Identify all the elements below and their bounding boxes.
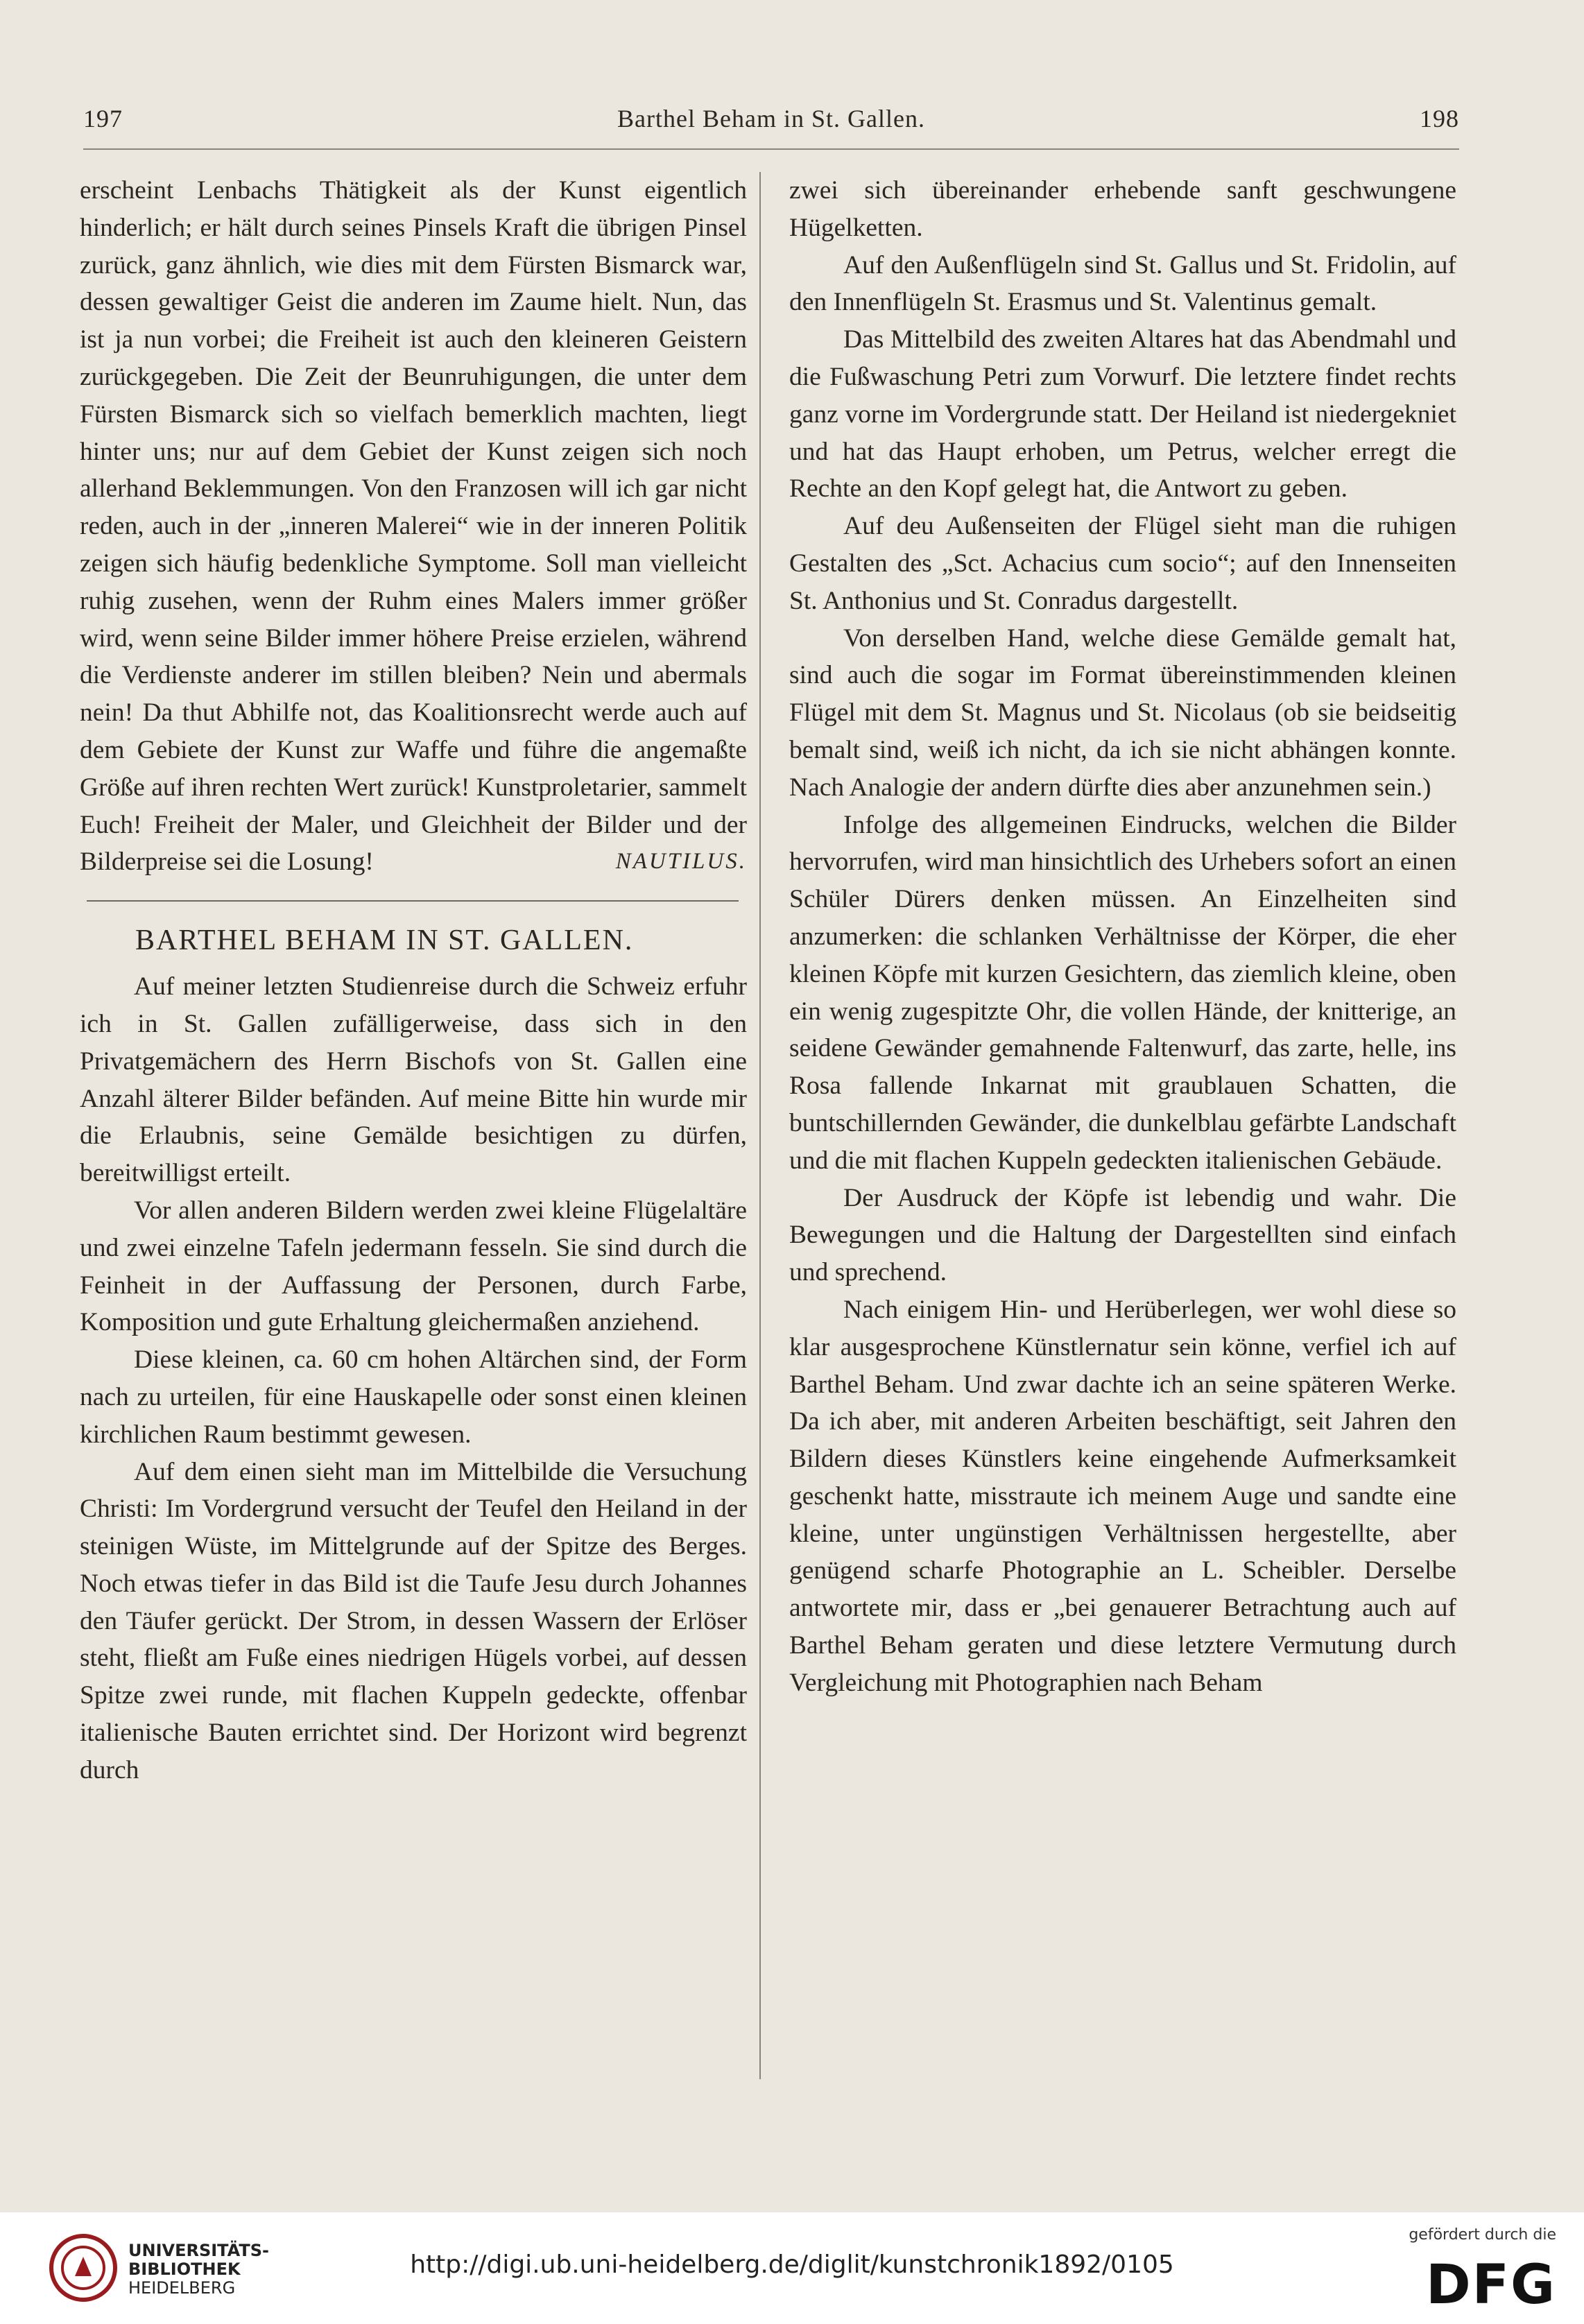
page-number-left: 197 <box>83 105 123 132</box>
permalink-url[interactable]: http://digi.ub.uni-heidelberg.de/diglit/kunstchronik1892/0105 <box>410 2250 1174 2279</box>
dfg-logo: DFG <box>1425 2254 1556 2316</box>
funding-note: gefördert durch die <box>1409 2226 1556 2244</box>
right-paragraph-6: Infolge des allgemeinen Eindrucks, welchen die Bilder hervorrufen, wird man hinsichtlich des Urhebers sofort an einen Schüler Dürers denken müssen. An Einzelheiten sind anzumerken: die schlanken Verhältnisse der Körper, die eher kleinen Köpfe mit kurzen Gesichtern, das ziemlich kleine, oben ein wenig zugespitzte Ohr, die vollen Hände, der knitterige, an seidene Gewänder gemahnende Faltenwurf, das zarte, helle, ins Rosa fallende Inkarnat mit graublauen Schatten, die buntschillernden Gewänder, die dunkelblau gefärbte Landschaft und die mit flachen Kuppeln gedeckten italienischen Gebäude. <box>789 810 1456 1175</box>
column-rule <box>759 172 761 2079</box>
library-line-2: BIBLIOTHEK <box>128 2260 241 2279</box>
left-paragraph-4: Diese kleinen, ca. 60 cm hohen Altärchen sind, der Form nach zu urteilen, für eine Hauskapelle oder sonst einen kleinen kirchlichen Raum bestimmt gewesen. <box>80 1345 747 1449</box>
section-rule <box>87 900 739 902</box>
right-paragraph-5: Von derselben Hand, welche diese Gemälde gemalt hat, sind auch die sogar im Format übereinstimmenden kleinen Flügel mit dem St. Magnus und St. Nicolaus (ob sie beidseitig bemalt sind, weiß ich nicht, da ich sie nicht abhängen konnte. Nach Analogie der andern dürfte dies aber anzunehmen sein.) <box>789 623 1456 802</box>
right-paragraph-7: Der Ausdruck der Köpfe ist lebendig und wahr. Die Bewegungen und die Haltung der Dargestellten sind einfach und sprechend. <box>789 1183 1456 1287</box>
section-title: BARTHEL BEHAM IN ST. GALLEN. <box>135 924 634 957</box>
left-column <box>80 172 747 1789</box>
right-paragraph-2: Auf den Außenflügeln sind St. Gallus und St. Fridolin, auf den Innenflügeln St. Erasmus und St. Valentinus gemalt. <box>789 250 1456 317</box>
library-line-1: UNIVERSITÄTS- <box>128 2241 270 2260</box>
header-rule <box>83 148 1459 150</box>
left-paragraph-5: Auf dem einen sieht man im Mittelbilde die Versuchung Christi: Im Vordergrund versucht der Teufel den Heiland in der steinigen Wüste, im Mittelgrunde auf der Spitze des Berges. Noch etwas tiefer in das Bild ist die Taufe Jesu durch Johannes den Täufer gerückt. Der Strom, in dessen Wassern der Erlöser steht, fließt am Fuße eines niedrigen Hügels vorbei, auf dessen Spitze zwei runde, mit flachen Kuppeln gedeckte, offenbar italienische Bauten errichtet sind. Der Horizont wird begrenzt durch <box>80 1457 747 1784</box>
page-number-right: 198 <box>1420 105 1459 132</box>
right-paragraph-1: zwei sich übereinander erhebende sanft geschwungene Hügelketten. <box>789 176 1456 242</box>
running-header <box>83 104 1459 146</box>
left-paragraph-2: Auf meiner letzten Studienreise durch die Schweiz erfuhr ich in St. Gallen zufälligerweise, dass sich in den Privatgemächern des Herrn Bischofs von St. Gallen eine Anzahl älterer Bilder befänden. Auf meine Bitte hin wurde mir die Erlaubnis, seine Gemälde besichtigen zu dürfen, bereitwilligst erteilt. <box>80 972 747 1188</box>
signature: NAUTILUS. <box>615 849 747 875</box>
running-title: Barthel Beham in St. Gallen. <box>617 105 925 132</box>
left-paragraph-1-text: erscheint Lenbachs Thätigkeit als der Kunst eigentlich hinderlich; er hält durch seines Pinsels Kraft die übrigen Pinsel zurück, ganz ähnlich, wie dies mit dem Fürsten Bismarck war, dessen gewaltiger Geist die anderen im Zaume hielt. Nun, das ist ja nun vorbei; die Freiheit ist auch den kleineren Geistern zurückgegeben. Die Zeit der Beunruhigungen, die unter dem Fürsten Bismarck sich so vielfach bemerklich machten, liegt hinter uns; nur auf dem Gebiet der Kunst zeigen sich noch allerhand Beklemmungen. Von den Franzosen will ich gar nicht reden, auch in der „inneren Malerei“ wie in der inneren Politik zeigen sich häufig bedenkliche Symptome. Soll man vielleicht ruhig zusehen, wenn der Ruhm eines Malers immer größer wird, wenn seine Bilder immer höhere Preise erzielen, während die Verdienste anderer im stillen bleiben? Nein und abermals nein! Da thut Abhilfe not, das Koalitionsrecht werde auch auf dem Gebiete der Kunst zur Waffe und führe die angemaßte Größe auf ihren rechten Wert zurück! Kunstproletarier, sammelt Euch! Freiheit der Maler, und Gleichheit der Bilder und der Bilderpreise sei die Losung! <box>80 176 747 877</box>
right-column <box>789 172 1456 1702</box>
right-paragraph-3: Das Mittelbild des zweiten Altares hat das Abendmahl und die Fußwaschung Petri zum Vorwurf. Die letztere findet rechts ganz vorne im Vordergrunde statt. Der Heiland ist niedergekniet und hat das Haupt erhoben, um Petrus, welcher erregt die Rechte an den Kopf gelegt hat, die Antwort zu geben. <box>789 325 1456 503</box>
left-paragraph-1 <box>80 172 747 881</box>
right-paragraph-4: Auf deu Außenseiten der Flügel sieht man die ruhigen Gestalten des „Sct. Achacius cum socio“; auf den Innenseiten St. Anthonius und St. Conradus dargestellt. <box>789 512 1456 615</box>
library-line-3: HEIDELBERG <box>128 2278 236 2298</box>
left-paragraph-3: Vor allen anderen Bildern werden zwei kleine Flügelaltäre und zwei einzelne Tafeln jedermann fesseln. Sie sind durch die Feinheit in der Auffassung der Personen, durch Farbe, Komposition und gute Erhaltung gleichermaßen anziehend. <box>80 1196 747 1337</box>
footer-bar <box>0 2212 1584 2324</box>
right-paragraph-8: Nach einigem Hin- und Herüberlegen, wer wohl diese so klar ausgesprochene Künstlernatur sein könne, verfiel ich auf Barthel Beham. Und zwar dachte ich an seine späteren Werke. Da ich aber, mit anderen Arbeiten beschäftigt, seit Jahren den Bildern dieses Künstlers keine eingehende Aufmerksamkeit geschenkt hatte, misstraute ich meinem Auge und sandte eine kleine, unter ungünstigen Verhältnissen hergestellte, aber genügend scharfe Photographie an L. Scheibler. Derselbe antwortete mir, dass er „bei genauerer Betrachtung auch auf Barthel Beham geraten und diese letztere Vermutung durch Vergleichung mit Photographien nach Beham <box>789 1295 1456 1697</box>
